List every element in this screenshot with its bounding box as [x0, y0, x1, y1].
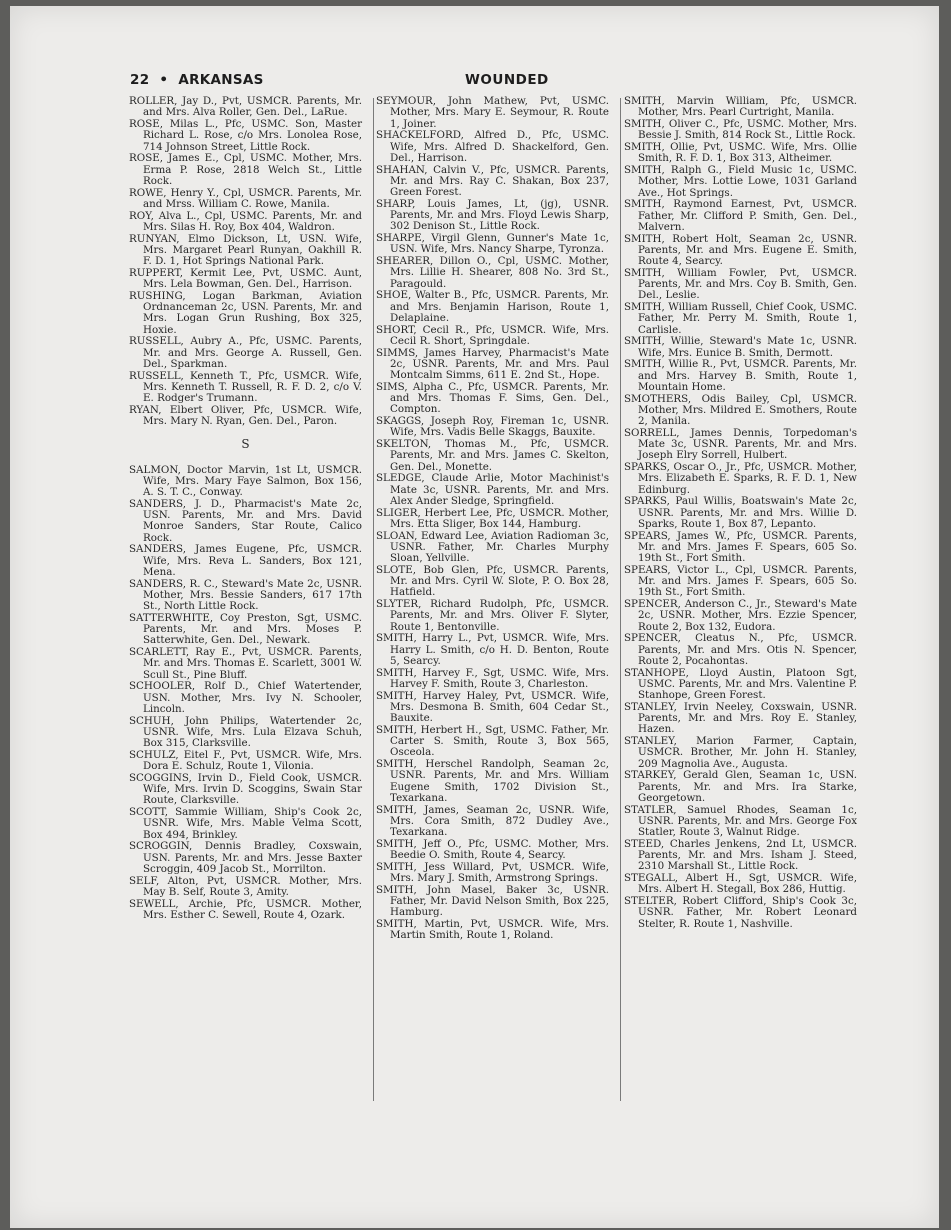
casualty-entry: SMITH, Oliver C., Pfc, USMC. Mother, Mrs. Bessie J. Smith, 814 Rock St., Little Rock. [624, 118, 857, 142]
casualty-entry: RUPPERT, Kermit Lee, Pvt, USMC. Aunt, Mrs. Lela Bowman, Gen. Del., Harrison. [129, 266, 362, 290]
casualty-entry: SMITH, Harvey F., Sgt, USMC. Wife, Mrs. Harvey F. Smith, Route 3, Charleston. [376, 666, 609, 690]
column-divider [373, 98, 374, 1101]
casualty-entry: SCROGGIN, Dennis Bradley, Coxswain, USN. Parents, Mr. and Mrs. Jesse Baxter Scroggin, 409 Jacob St., Morrilton. [129, 840, 362, 875]
header-left [130, 72, 264, 88]
casualty-entry: SLOTE, Bob Glen, Pfc, USMCR. Parents, Mr. and Mrs. Cyril W. Slote, P. O. Box 28, Hatfield. [376, 563, 609, 599]
casualty-entry: SCHOOLER, Rolf D., Chief Watertender, USN. Mother, Mrs. Ivy N. Schooler, Lincoln. [129, 680, 362, 715]
casualty-entry: SMITH, Harvey Haley, Pvt, USMCR. Wife, Mrs. Desmona B. Smith, 604 Cedar St., Bauxite. [376, 689, 609, 724]
casualty-entry: SIMMS, James Harvey, Pharmacist's Mate 2c, USNR. Parents, Mr. and Mrs. Paul Montcalm Simms, 611 E. 2nd St., Hope. [376, 346, 609, 381]
casualty-entry: STARKEY, Gerald Glen, Seaman 1c, USN. Parents, Mr. and Mrs. Ira Starke, Georgetown. [624, 769, 857, 804]
page-number: 22 [130, 72, 150, 88]
section-title: WOUNDED [465, 72, 549, 88]
casualty-entry: SLYTER, Richard Rudolph, Pfc, USMCR. Parents, Mr. and Mrs. Oliver F. Slyter, Route 1, Bentonville. [376, 598, 609, 633]
casualty-entry: STANLEY, Irvin Neeley, Coxswain, USNR. Parents, Mr. and Mrs. Roy E. Stanley, Hazen. [624, 700, 857, 736]
casualty-entry: SMITH, Martin, Pvt, USMCR. Wife, Mrs. Martin Smith, Route 1, Roland. [376, 918, 609, 942]
casualty-entry: SMITH, Jeff O., Pfc, USMC. Mother, Mrs. Beedie O. Smith, Route 4, Searcy. [376, 837, 609, 861]
page-header [130, 72, 870, 92]
casualty-entry: SMITH, James, Seaman 2c, USNR. Wife, Mrs. Cora Smith, 872 Dudley Ave., Texarkana. [376, 803, 609, 838]
casualty-entry: SPARKS, Oscar O., Jr., Pfc, USMCR. Mother, Mrs. Elizabeth E. Sparks, R. F. D. 1, New Edinburg. [624, 461, 857, 496]
column-1-entries-before [129, 96, 362, 427]
casualty-entry: SANDERS, James Eugene, Pfc, USMCR. Wife, Mrs. Reva L. Sanders, Box 121, Mena. [129, 543, 362, 578]
casualty-entry: STANLEY, Marion Farmer, Captain, USMCR. Brother, Mr. John H. Stanley, 209 Magnolia Ave., Augusta. [624, 735, 857, 770]
column-divider [620, 98, 621, 1101]
casualty-entry: RUSSELL, Aubry A., Pfc, USMC. Parents, Mr. and Mrs. George A. Russell, Gen. Del., Sparkman. [129, 335, 362, 370]
column-1 [129, 96, 362, 922]
casualty-entry: SMITH, Willie R., Pvt, USMCR. Parents, Mr. and Mrs. Harvey B. Smith, Route 1, Mountain Home. [624, 358, 857, 393]
casualty-entry: RUSHING, Logan Barkman, Aviation Ordnanceman 2c, USN. Parents, Mr. and Mrs. Logan Grun Rushing, Box 325, Hoxie. [129, 289, 362, 336]
column-2-entries [376, 96, 609, 942]
casualty-entry: SMITH, Jess Willard, Pvt, USMCR. Wife, Mrs. Mary J. Smith, Armstrong Springs. [376, 860, 609, 884]
casualty-entry: SHACKELFORD, Alfred D., Pfc, USMC. Wife, Mrs. Alfred D. Shackelford, Gen. Del., Harrison. [376, 129, 609, 164]
casualty-entry: SCARLETT, Ray E., Pvt, USMCR. Parents, Mr. and Mrs. Thomas E. Scarlett, 3001 W. Scull St., Pine Bluff. [129, 646, 362, 681]
casualty-entry: STELTER, Robert Clifford, Ship's Cook 3c, USNR. Father, Mr. Robert Leonard Stelter, R. Route 1, Nashville. [624, 895, 857, 930]
casualty-entry: SLOAN, Edward Lee, Aviation Radioman 3c, USNR. Father, Mr. Charles Murphy Sloan, Yellville. [376, 529, 609, 564]
column-3 [624, 96, 857, 930]
casualty-entry: SKAGGS, Joseph Roy, Fireman 1c, USNR. Wife, Mrs. Vadis Belle Skaggs, Bauxite. [376, 415, 609, 439]
casualty-entry: SMITH, Ralph G., Field Music 1c, USMC. Mother, Mrs. Lottie Lowe, 1031 Garland Ave., Hot Springs. [624, 164, 857, 199]
casualty-entry: SPENCER, Cleatus N., Pfc, USMCR. Parents, Mr. and Mrs. Otis N. Spencer, Route 2, Pocahontas. [624, 632, 857, 667]
casualty-entry: SHORT, Cecil R., Pfc, USMCR. Wife, Mrs. Cecil R. Short, Springdale. [376, 323, 609, 347]
casualty-entry: SPARKS, Paul Willis, Boatswain's Mate 2c, USNR. Parents, Mr. and Mrs. Willie D. Sparks, Route 1, Box 87, Lepanto. [624, 495, 857, 530]
casualty-entry: STEED, Charles Jenkens, 2nd Lt, USMCR. Parents, Mr. and Mrs. Isham J. Steed, 2310 Marshall St., Little Rock. [624, 837, 857, 873]
casualty-entry: SMITH, John Masel, Baker 3c, USNR. Father, Mr. David Nelson Smith, Box 225, Hamburg. [376, 883, 609, 919]
casualty-entry: SMITH, William Fowler, Pvt, USMCR. Parents, Mr. and Mrs. Coy B. Smith, Gen. Del., Leslie. [624, 266, 857, 302]
casualty-entry: SLIGER, Herbert Lee, Pfc, USMCR. Mother, Mrs. Etta Sliger, Box 144, Hamburg. [376, 506, 609, 530]
casualty-entry: SCOTT, Sammie William, Ship's Cook 2c, USNR. Wife, Mrs. Mable Velma Scott, Box 494, Brinkley. [129, 806, 362, 841]
state-name: ARKANSAS [178, 72, 264, 88]
casualty-entry: SALMON, Doctor Marvin, 1st Lt, USMCR. Wife, Mrs. Mary Faye Salmon, Box 156, A. S. T. C., Conway. [129, 463, 362, 498]
column-3-entries [624, 96, 857, 930]
casualty-entry: SPEARS, Victor L., Cpl, USMCR. Parents, Mr. and Mrs. James F. Spears, 605 So. 19th St., Fort Smith. [624, 563, 857, 599]
casualty-entry: SLEDGE, Claude Arlie, Motor Machinist's Mate 3c, USNR. Parents, Mr. and Mrs. Alex Ander Sledge, Springfield. [376, 472, 609, 507]
casualty-entry: SPENCER, Anderson C., Jr., Steward's Mate 2c, USNR. Mother, Mrs. Ezzie Spencer, Route 2, Box 132, Eudora. [624, 598, 857, 633]
casualty-entry: STANHOPE, Lloyd Austin, Platoon Sgt, USMC. Parents, Mr. and Mrs. Valentine P. Stanhope, Green Forest. [624, 666, 857, 701]
casualty-entry: ROSE, Milas L., Pfc, USMC. Son, Master Richard L. Rose, c/o Mrs. Lonolea Rose, 714 Johnson Street, Little Rock. [129, 118, 362, 153]
casualty-entry: SHARPE, Virgil Glenn, Gunner's Mate 1c, USN. Wife, Mrs. Nancy Sharpe, Tyronza. [376, 232, 609, 256]
casualty-entry: SELF, Alton, Pvt, USMCR. Mother, Mrs. May B. Self, Route 3, Amity. [129, 874, 362, 898]
casualty-entry: SANDERS, R. C., Steward's Mate 2c, USNR. Mother, Mrs. Bessie Sanders, 617 17th St., North Little Rock. [129, 577, 362, 612]
casualty-entry: ROY, Alva L., Cpl, USMC. Parents, Mr. and Mrs. Silas H. Roy, Box 404, Waldron. [129, 209, 362, 233]
header-bullet: • [159, 72, 169, 88]
casualty-entry: RUSSELL, Kenneth T., Pfc, USMCR. Wife, Mrs. Kenneth T. Russell, R. F. D. 2, c/o V. E. Rodger's Trumann. [129, 369, 362, 404]
column-1-entries-after [129, 465, 362, 922]
casualty-entry: SCOGGINS, Irvin D., Field Cook, USMCR. Wife, Mrs. Irvin D. Scoggins, Swain Star Route, Clarksville. [129, 771, 362, 807]
casualty-entry: SMITH, Harry L., Pvt, USMCR. Wife, Mrs. Harry L. Smith, c/o H. D. Benton, Route 5, Searcy. [376, 632, 609, 667]
casualty-entry: SCHULZ, Eitel F., Pvt, USMCR. Wife, Mrs. Dora E. Schulz, Route 1, Vilonia. [129, 748, 362, 772]
casualty-entry: ROLLER, Jay D., Pvt, USMCR. Parents, Mr. and Mrs. Alva Roller, Gen. Del., LaRue. [129, 95, 362, 119]
casualty-entry: SHOE, Walter B., Pfc, USMCR. Parents, Mr. and Mrs. Benjamin Harison, Route 1, Delaplaine. [376, 289, 609, 324]
column-2 [376, 96, 609, 942]
page-sheet [10, 6, 939, 1228]
casualty-entry: SMITH, Robert Holt, Seaman 2c, USNR. Parents, Mr. and Mrs. Eugene E. Smith, Route 4, Searcy. [624, 232, 857, 267]
casualty-entry: SHEARER, Dillon O., Cpl, USMC. Mother, Mrs. Lillie H. Shearer, 808 No. 3rd St., Paragould. [376, 255, 609, 290]
casualty-entry: SATTERWHITE, Coy Preston, Sgt, USMC. Parents, Mr. and Mrs. Moses P. Satterwhite, Gen. Del., Newark. [129, 611, 362, 647]
casualty-entry: RUNYAN, Elmo Dickson, Lt, USN. Wife, Mrs. Margaret Pearl Runyan, Oakhill R. F. D. 1, Hot Springs National Park. [129, 232, 362, 267]
casualty-entry: SORRELL, James Dennis, Torpedoman's Mate 3c, USNR. Parents, Mr. and Mrs. Joseph Elry Sorrell, Hulbert. [624, 426, 857, 462]
casualty-entry: SIMS, Alpha C., Pfc, USMCR. Parents, Mr. and Mrs. Thomas F. Sims, Gen. Del., Compton. [376, 380, 609, 416]
casualty-entry: SMITH, Herschel Randolph, Seaman 2c, USNR. Parents, Mr. and Mrs. William Eugene Smith, 1702 Division St., Texarkana. [376, 758, 609, 804]
casualty-entry: STATLER, Samuel Rhodes, Seaman 1c, USNR. Parents, Mr. and Mrs. George Fox Statler, Route 3, Walnut Ridge. [624, 803, 857, 838]
casualty-entry: SHARP, Louis James, Lt, (jg), USNR. Parents, Mr. and Mrs. Floyd Lewis Sharp, 302 Denison St., Little Rock. [376, 197, 609, 233]
casualty-entry: SPEARS, James W., Pfc, USMCR. Parents, Mr. and Mrs. James F. Spears, 605 So. 19th St., Fort Smith. [624, 529, 857, 564]
casualty-entry: SMITH, Ollie, Pvt, USMC. Wife, Mrs. Ollie Smith, R. F. D. 1, Box 313, Altheimer. [624, 141, 857, 165]
casualty-entry: SMITH, Marvin William, Pfc, USMCR. Mother, Mrs. Pearl Curtright, Manila. [624, 95, 857, 119]
casualty-entry: SMITH, William Russell, Chief Cook, USMC. Father, Mr. Perry M. Smith, Route 1, Carlisle. [624, 301, 857, 336]
casualty-entry: SMOTHERS, Odis Bailey, Cpl, USMCR. Mother, Mrs. Mildred E. Smothers, Route 2, Manila. [624, 392, 857, 427]
casualty-entry: SANDERS, J. D., Pharmacist's Mate 2c, USN. Parents, Mr. and Mrs. David Monroe Sanders, Star Route, Calico Rock. [129, 497, 362, 544]
section-letter: S [241, 437, 250, 452]
casualty-entry: SMITH, Herbert H., Sgt, USMC. Father, Mr. Carter S. Smith, Route 3, Box 565, Osceola. [376, 723, 609, 759]
casualty-entry: SEWELL, Archie, Pfc, USMCR. Mother, Mrs. Esther C. Sewell, Route 4, Ozark. [129, 897, 362, 921]
casualty-entry: SHAHAN, Calvin V., Pfc, USMCR. Parents, Mr. and Mrs. Ray C. Shakan, Box 237, Green Forest. [376, 163, 609, 198]
casualty-entry: ROSE, James E., Cpl, USMC. Mother, Mrs. Erma P. Rose, 2818 Welch St., Little Rock. [129, 152, 362, 187]
casualty-entry: SCHUH, John Philips, Watertender 2c, USNR. Wife, Mrs. Lula Elzava Schuh, Box 315, Clarksville. [129, 714, 362, 749]
casualty-entry: SMITH, Willie, Steward's Mate 1c, USNR. Wife, Mrs. Eunice B. Smith, Dermott. [624, 335, 857, 359]
casualty-entry: ROWE, Henry Y., Cpl, USMCR. Parents, Mr. and Mrss. William C. Rowe, Manila. [129, 186, 362, 210]
casualty-entry: STEGALL, Albert H., Sgt, USMCR. Wife, Mrs. Albert H. Stegall, Box 286, Huttig. [624, 872, 857, 896]
casualty-entry: SKELTON, Thomas M., Pfc, USMCR. Parents, Mr. and Mrs. James C. Skelton, Gen. Del., Monette. [376, 438, 609, 473]
casualty-entry: SEYMOUR, John Mathew, Pvt, USMC. Mother, Mrs. Mary E. Seymour, R. Route 1, Joiner. [376, 95, 609, 130]
casualty-entry: RYAN, Elbert Oliver, Pfc, USMCR. Wife, Mrs. Mary N. Ryan, Gen. Del., Paron. [129, 403, 362, 427]
casualty-entry: SMITH, Raymond Earnest, Pvt, USMCR. Father, Mr. Clifford P. Smith, Gen. Del., Malvern. [624, 198, 857, 233]
